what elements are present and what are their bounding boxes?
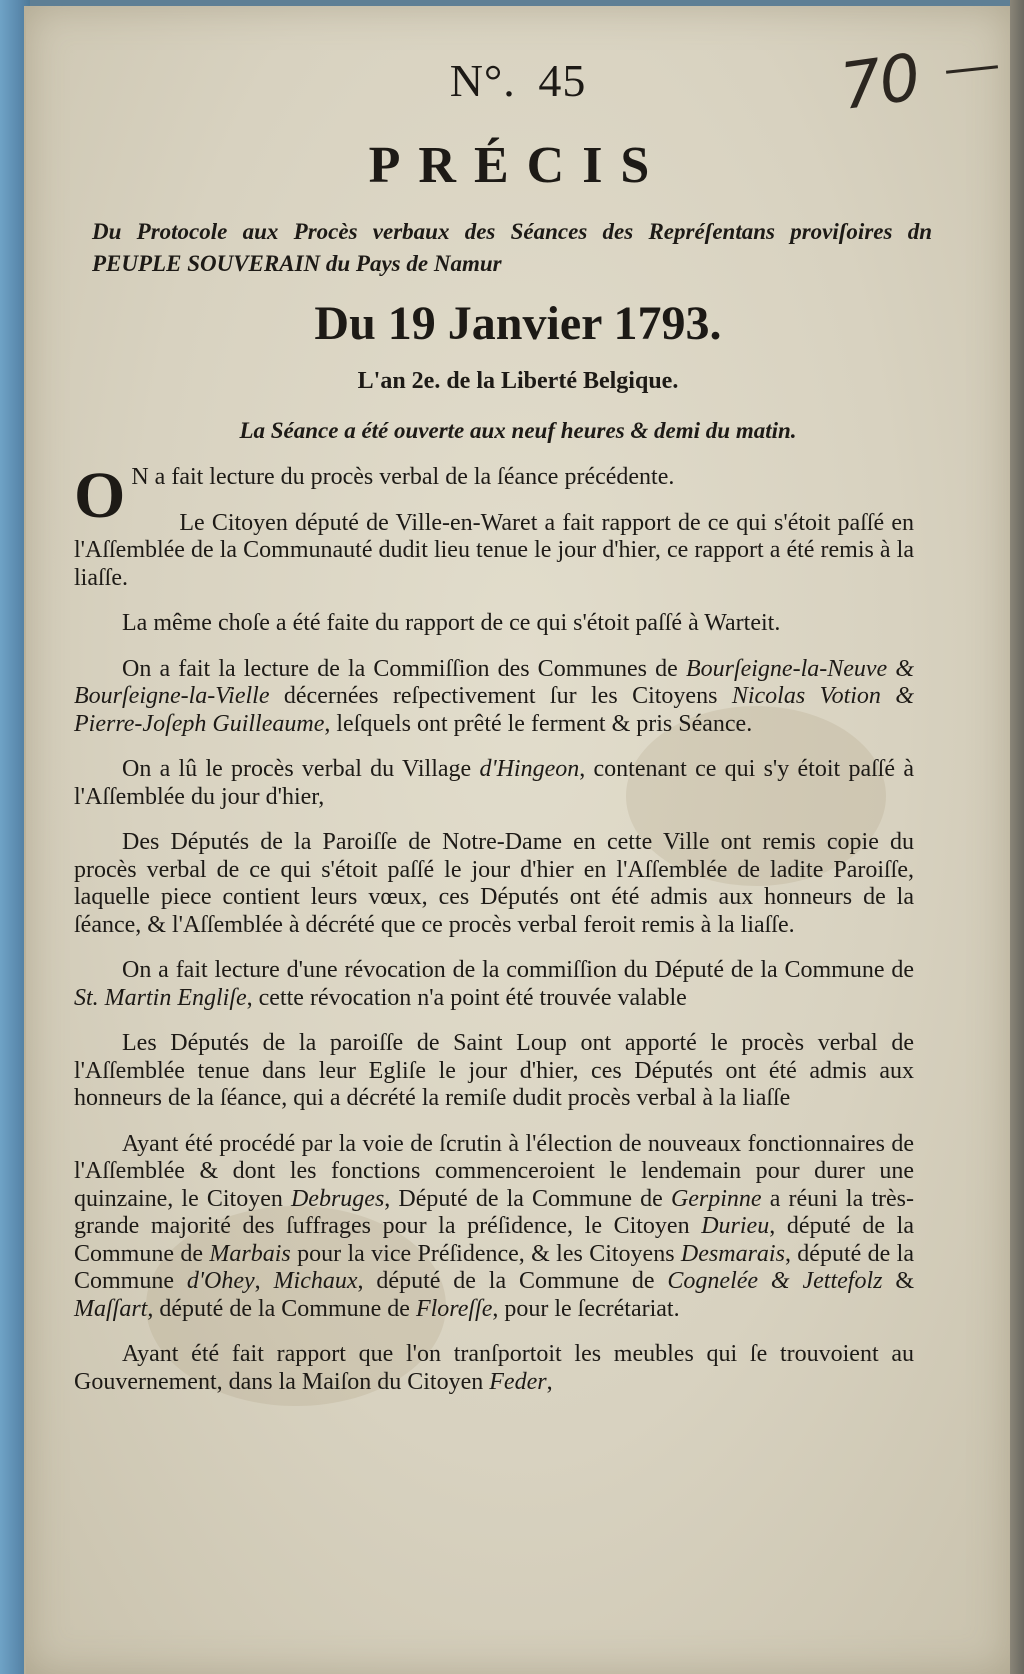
italic-name: Debruges (290, 1185, 385, 1212)
text-run: , leſquels ont prêté le ferment & pris Séance. (324, 710, 753, 737)
italic-name: Desmarais (680, 1240, 785, 1267)
text-run: , contenant ce qui s'y étoit paſſé à l'Aſſemblée du jour d'hier, (74, 756, 914, 810)
italic-name: d'Ohey (186, 1268, 255, 1294)
italic-name: Floreſſe (415, 1295, 493, 1322)
paragraph: Le Citoyen député de Ville-en-Waret a fait rapport de ce qui s'étoit paſſé en l'Aſſemblée de la Communauté dudit lieu tenue le jour d'hier, ce rapport a été remis à la liaſſe. (74, 509, 914, 591)
paragraph: Les Députés de la paroiſſe de Saint Loup ont apporté le procès verbal de l'Aſſemblée tenue dans leur Egliſe le jour d'hier, ces Députés ont été admis aux honneurs de la ſéance, qui a décrété la remiſe dudit procès verbal à la liaſſe (74, 1030, 914, 1111)
session-opening: La Séance a été ouverte aux neuf heures & demi du matin. (239, 418, 797, 443)
italic-name: Marbais (209, 1240, 291, 1267)
number-value: 45 (538, 55, 587, 106)
minutes-body (74, 454, 914, 1414)
paragraph: Des Députés de la Paroiſſe de Notre-Dame en cette Ville ont remis copie du procès verbal de ce qui s'étoit paſſé le jour d'hier en l'Aſſemblée de ladite Paroiſſe, laquelle piece contient leurs vœux, ces Députés ont été admis aux honneurs de la ſéance, & l'Aſſemblée à décrété que ce procès verbal feroit remis à la liaſſe. (74, 829, 914, 938)
italic-name: Bourſeigne-la-Neuve & Bourſeigne-la-Vielle (74, 655, 914, 709)
italic-name: Durieu (701, 1213, 770, 1239)
text-run: On a fait la lecture de la Commiſſion des Communes de (122, 655, 686, 682)
paragraph: La même choſe a été faite du rapport de ce qui s'étoit paſſé à Warteit. (122, 610, 781, 636)
italic-name: Feder (489, 1368, 547, 1395)
handwritten-page-number: 70 (836, 40, 924, 126)
paragraph-text: N a fait lecture du procès verbal de la ſéance précédente. (131, 464, 675, 490)
document-page (24, 6, 1010, 1674)
italic-name: Cognelée & Jettefolz (667, 1268, 883, 1294)
text-run: , député de la Commune de (147, 1295, 416, 1322)
italic-name: Gerpinne (670, 1185, 762, 1212)
text-run: & (882, 1268, 915, 1294)
text-run: pour la vice Préſidence, & les Citoyens (290, 1240, 681, 1267)
text-run: , Député de la Commune de (384, 1185, 671, 1212)
text-run: , pour le ſecrétariat. (492, 1295, 680, 1322)
text-run: , cette révocation n'a point été trouvée valable (246, 984, 687, 1011)
italic-name: d'Hingeon (479, 756, 580, 782)
text-run: Ayant été procédé par la voie de ſcrutin à l'élection de nouveaux fonctionnaires de l'Aſſemblée & dont les fonctions commenceroient le lendemain pour durer une quinzaine, le Citoyen (74, 1130, 914, 1212)
text-run: a réuni la très-grande majorité des ſuffrages pour la préſidence, le Citoyen (74, 1185, 914, 1239)
paragraph (74, 1341, 914, 1396)
text-run: On a lû le procès verbal du Village (122, 756, 480, 782)
italic-name: Maſſart (74, 1295, 148, 1322)
paragraph (74, 1131, 914, 1324)
number-label: N°. (449, 55, 516, 106)
text-run: On a fait lecture d'une révocation de la commiſſion du Député de la Commune de (122, 957, 914, 983)
text-run: , (254, 1268, 274, 1294)
scan-background-right (1010, 0, 1024, 1674)
text-run: , député de la Commune de (74, 1213, 914, 1267)
italic-name: Nicolas Votion & Pierre-Joſeph Guilleaume (74, 683, 914, 737)
italic-name: Michaux (273, 1268, 358, 1294)
liberty-year: L'an 2e. de la Liberté Belgique. (357, 368, 679, 394)
text-run: , (546, 1368, 553, 1395)
drop-cap: O (74, 459, 126, 532)
paragraph (74, 454, 914, 532)
paragraph (74, 756, 914, 811)
page-subtitle: Du Protocole aux Procès verbaux des Séances des Repréſentans proviſoires dn PEUPLE SOUVERAIN du Pays de Namur (92, 219, 932, 276)
text-run: , député de la Commune de (357, 1268, 668, 1294)
session-date: Du 19 Janvier 1793. (314, 297, 722, 350)
text-run: décernées reſpectivement ſur les Citoyens (269, 683, 732, 709)
text-run: Ayant été fait rapport que l'on tranſportoit les meubles qui ſe trouvoient au Gouvernement, dans la Maiſon du Citoyen (74, 1341, 914, 1395)
paragraph (74, 656, 914, 739)
document-number (26, 54, 1010, 107)
text-run: , député de la Commune (74, 1240, 914, 1294)
italic-name: St. Martin Engliſe (74, 984, 247, 1011)
paragraph (74, 957, 914, 1012)
page-title: PRÉCIS (368, 137, 668, 194)
